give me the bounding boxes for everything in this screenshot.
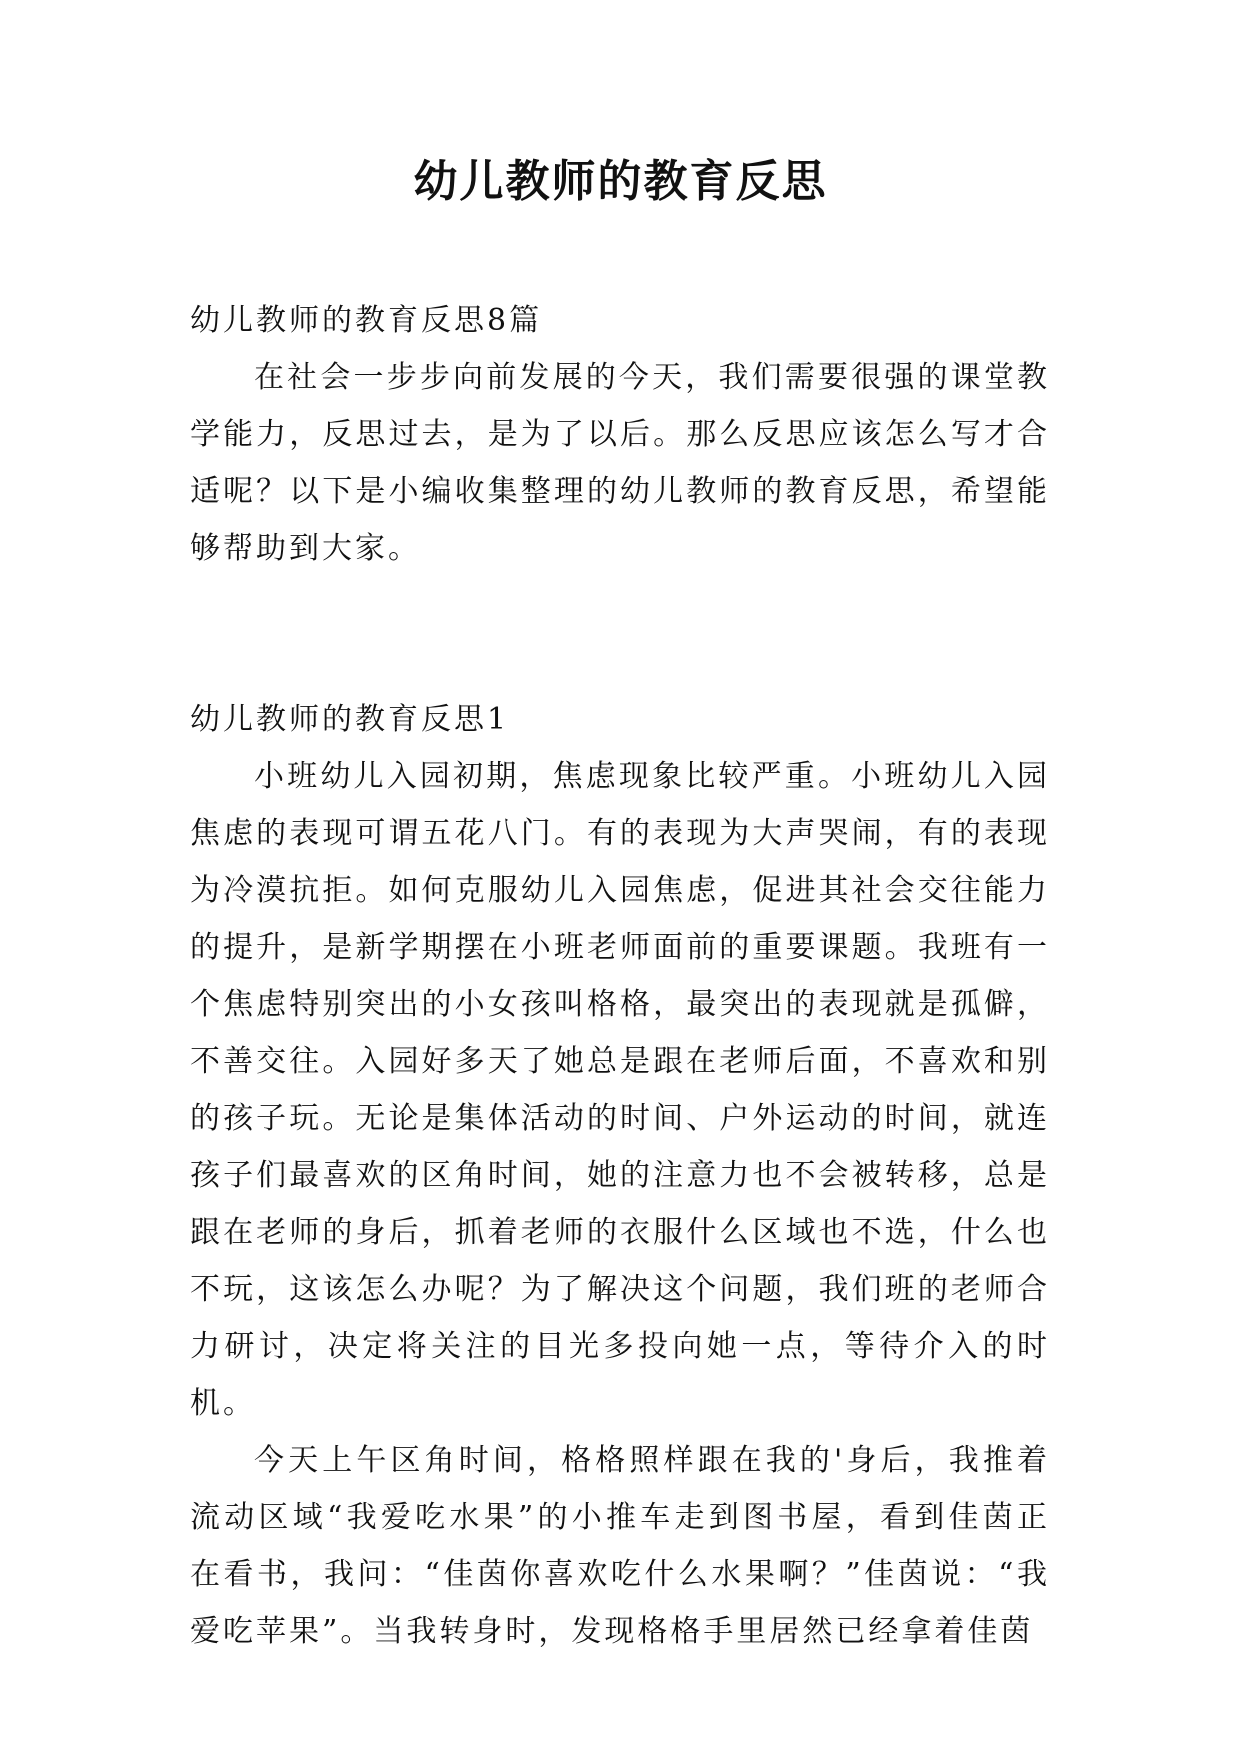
section-spacer <box>190 577 1050 691</box>
body-paragraph: 小班幼儿入园初期，焦虑现象比较严重。小班幼儿入园焦虑的表现可谓五花八门。有的表现为大声哭闹，有的表现为冷漠抗拒。如何克服幼儿入园焦虑，促进其社会交往能力的提升，是新学期摆在小班老师面前的重要课题。我班有一个焦虑特别突出的小女孩叫格格，最突出的表现就是孤僻，不善交往。入园好多天了她总是跟在老师后面，不喜欢和别的孩子玩。无论是集体活动的时间、户外运动的时间，就连孩子们最喜欢的区角时间，她的注意力也不会被转移，总是跟在老师的身后，抓着老师的衣服什么区域也不选，什么也不玩，这该怎么办呢？为了解决这个问题，我们班的老师合力研讨，决定将关注的目光多投向她一点，等待介入的时机。 <box>190 759 1050 1421</box>
section-heading: 幼儿教师的教育反思1 <box>190 702 510 737</box>
intro-paragraph: 在社会一步步向前发展的今天，我们需要很强的课堂教学能力，反思过去，是为了以后。那么反思应该怎么写才合适呢？以下是小编收集整理的幼儿教师的教育反思，希望能够帮助到大家。 <box>190 360 1050 566</box>
document-subtitle: 幼儿教师的教育反思8篇 <box>190 303 543 338</box>
document-title: 幼儿教师的教育反思 <box>413 156 828 207</box>
document-body <box>190 292 1050 1660</box>
body-paragraph: 今天上午区角时间，格格照样跟在我的'身后，我推着流动区域“我爱吃水果”的小推车走到图书屋，看到佳茵正在看书，我问：“佳茵你喜欢吃什么水果啊？”佳茵说：“我爱吃苹果”。当我转身时，发现格格手里居然已经拿着佳茵 <box>190 1443 1050 1649</box>
